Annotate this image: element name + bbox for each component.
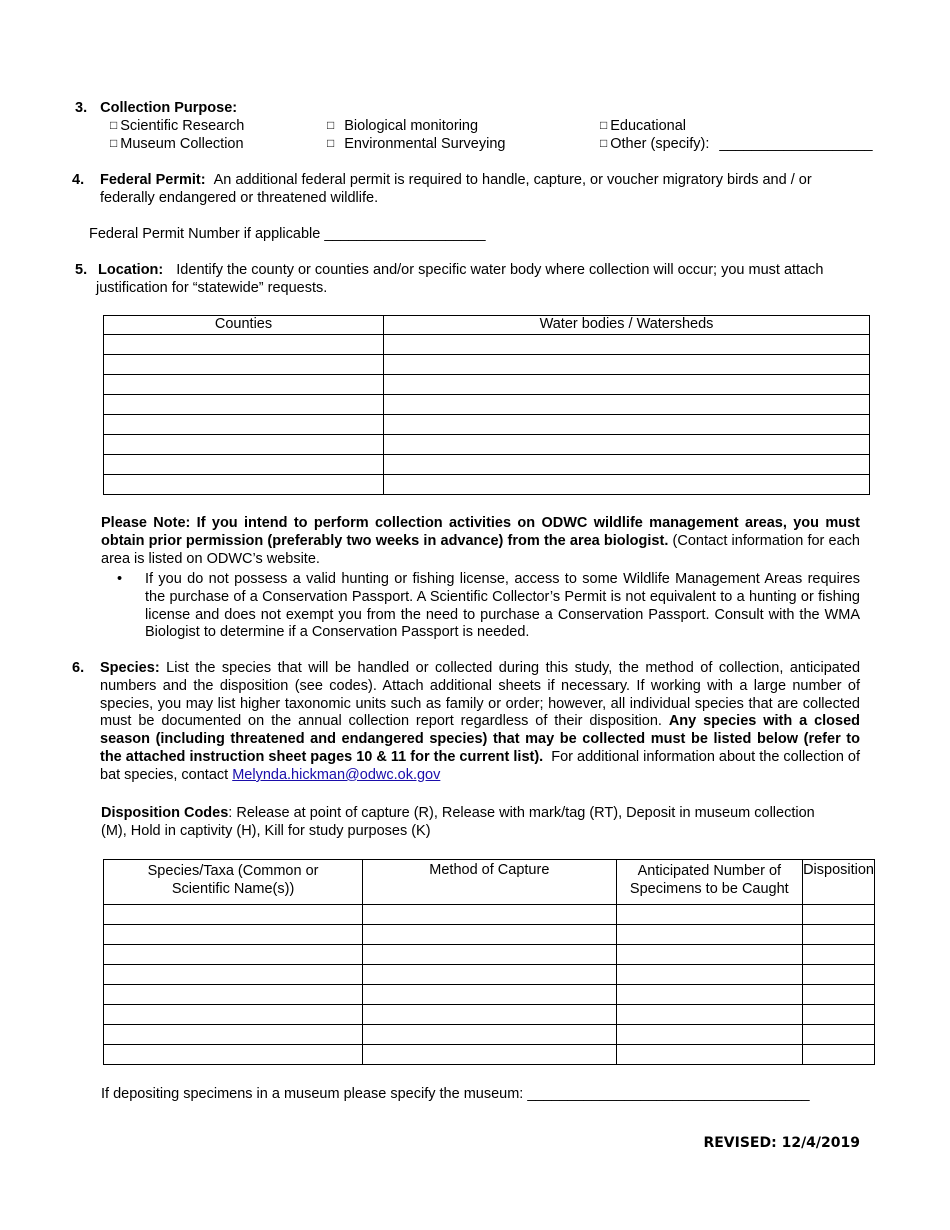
species-cell[interactable]: [803, 985, 875, 1005]
checkbox-biological-monitoring[interactable]: [327, 118, 478, 134]
checkbox-museum-collection[interactable]: [110, 136, 244, 152]
section-5-title: Location:: [98, 262, 164, 278]
location-cell[interactable]: [384, 395, 870, 415]
species-cell[interactable]: [363, 965, 616, 985]
location-cell[interactable]: [384, 435, 870, 455]
section-6-text: List the species that will be handled or collected during this study, the method of collection, anticipated numbers and the disposition (see codes). Attach additional sheets if necessary. If working with a large number of species, you may list higher taxonomic units such as family or order; however, all individual species that are collected must be documented on the annual collection report regardless of their disposition.: [100, 660, 861, 730]
species-cell[interactable]: [104, 1005, 363, 1025]
species-cell[interactable]: [803, 1045, 875, 1065]
section-3-heading: [75, 100, 237, 116]
checkbox-icon: □: [327, 136, 335, 150]
section-5: [75, 261, 845, 297]
checkbox-icon: □: [600, 118, 608, 132]
location-cell[interactable]: [384, 355, 870, 375]
species-cell[interactable]: [104, 925, 363, 945]
wma-note: [101, 515, 860, 568]
section-4-title: Federal Permit:: [100, 172, 206, 188]
location-cell[interactable]: [384, 455, 870, 475]
species-header-method: Method of Capture: [363, 860, 616, 905]
checkbox-icon: □: [110, 136, 118, 150]
location-cell[interactable]: [104, 375, 384, 395]
location-cell[interactable]: [384, 335, 870, 355]
species-cell[interactable]: [104, 1045, 363, 1065]
checkbox-educational[interactable]: [600, 118, 686, 134]
checkbox-label: Museum Collection: [120, 136, 244, 152]
other-specify-field[interactable]: ___________________: [719, 136, 873, 152]
species-header-disposition: Disposition: [803, 860, 875, 905]
species-cell[interactable]: [616, 1045, 803, 1065]
species-cell[interactable]: [803, 945, 875, 965]
species-table: [103, 859, 875, 1065]
species-cell[interactable]: [104, 985, 363, 1005]
species-cell[interactable]: [616, 965, 803, 985]
checkbox-icon: □: [110, 118, 118, 132]
species-cell[interactable]: [104, 1025, 363, 1045]
species-cell[interactable]: [363, 1005, 616, 1025]
location-cell[interactable]: [104, 435, 384, 455]
section-4-text: An additional federal permit is required to handle, capture, or voucher migratory birds and / or federally endangered or threatened wildlife.: [100, 172, 812, 206]
species-cell[interactable]: [363, 1045, 616, 1065]
species-cell[interactable]: [803, 965, 875, 985]
contact-email-link[interactable]: Melynda.hickman@odwc.ok.gov: [232, 766, 441, 783]
disposition-codes-text: : Release at point of capture (R), Release with mark/tag (RT), Deposit in museum collection (M), Hold in captivity (H), Kill for study purposes (K): [101, 805, 815, 839]
species-cell[interactable]: [616, 945, 803, 965]
location-cell[interactable]: [104, 395, 384, 415]
section-6-text-bold: Any species with a closed season (including threatened and endangered species) that may be collected must be listed below (refer to the attached instruction sheet pages 10 & 11 for the current list).: [100, 713, 861, 765]
section-5-text: Identify the county or counties and/or specific water body where collection will occur; you must attach justification for “statewide” requests.: [96, 262, 824, 296]
museum-line: [101, 1086, 810, 1102]
wma-note-rest: (Contact information for each area is listed on ODWC’s website.: [101, 532, 860, 567]
species-cell[interactable]: [803, 905, 875, 925]
checkbox-other[interactable]: [600, 136, 873, 152]
checkbox-scientific-research[interactable]: [110, 118, 244, 134]
section-6: [72, 660, 860, 785]
location-cell[interactable]: [384, 375, 870, 395]
species-cell[interactable]: [616, 985, 803, 1005]
section-6-number: 6.: [72, 660, 85, 676]
species-cell[interactable]: [803, 1005, 875, 1025]
location-cell[interactable]: [104, 415, 384, 435]
wma-bullet-list: [101, 571, 860, 642]
location-cell[interactable]: [104, 455, 384, 475]
revised-date: REVISED: 12/4/2019: [703, 1135, 860, 1151]
location-cell[interactable]: [104, 475, 384, 495]
federal-permit-field[interactable]: ____________________: [324, 226, 486, 242]
species-header-taxa: Species/Taxa (Common or Scientific Name(s)): [104, 860, 363, 905]
species-cell[interactable]: [104, 965, 363, 985]
species-cell[interactable]: [363, 985, 616, 1005]
checkbox-icon: □: [600, 136, 608, 150]
location-header-water-bodies: Water bodies / Watersheds: [384, 316, 870, 335]
disposition-codes-label: Disposition Codes: [101, 805, 229, 821]
location-header-counties: Counties: [104, 316, 384, 335]
disposition-codes: [101, 804, 821, 840]
checkbox-icon: □: [327, 118, 335, 132]
checkbox-label: Educational: [610, 118, 687, 134]
section-4: [72, 171, 862, 207]
species-cell[interactable]: [363, 925, 616, 945]
species-cell[interactable]: [104, 905, 363, 925]
location-cell[interactable]: [384, 415, 870, 435]
federal-permit-line: [89, 226, 486, 242]
species-cell[interactable]: [363, 905, 616, 925]
checkbox-label: Environmental Surveying: [344, 136, 506, 152]
checkbox-label: Other (specify):: [610, 136, 710, 152]
section-6-title: Species:: [100, 660, 160, 676]
section-5-number: 5.: [75, 262, 88, 278]
section-6-text-tail: For additional information about the collection of bat species, contact: [100, 748, 861, 783]
museum-field[interactable]: ___________________________________: [527, 1086, 810, 1102]
species-cell[interactable]: [616, 1025, 803, 1045]
species-cell[interactable]: [616, 925, 803, 945]
species-cell[interactable]: [803, 925, 875, 945]
species-cell[interactable]: [803, 1025, 875, 1045]
species-cell[interactable]: [104, 945, 363, 965]
checkbox-environmental-surveying[interactable]: [327, 136, 505, 152]
species-cell[interactable]: [363, 1025, 616, 1045]
federal-permit-label: Federal Permit Number if applicable: [89, 226, 321, 242]
species-cell[interactable]: [616, 905, 803, 925]
wma-note-bold: Please Note: If you intend to perform collection activities on ODWC wildlife management areas, you must obtain prior permission (preferably two weeks in advance) from the area biologist.: [101, 515, 860, 549]
species-cell[interactable]: [616, 1005, 803, 1025]
location-cell[interactable]: [104, 355, 384, 375]
wma-bullet-item: • If you do not possess a valid hunting or fishing license, access to some Wildlife Management Areas requires the purchase of a Conservation Passport. A Scientific Collector’s Permit is not equivalent to a hunting or fishing license and does not exempt you from the need to purchase a Conservation Passport. Consult with the WMA Biologist to determine if a Conservation Passport is needed.: [101, 571, 860, 642]
species-header-number: Anticipated Number of Specimens to be Caught: [616, 860, 803, 905]
species-cell[interactable]: [363, 945, 616, 965]
section-3-title: Collection Purpose:: [100, 100, 238, 116]
section-3-number: 3.: [75, 100, 88, 116]
checkbox-label: Scientific Research: [120, 118, 245, 134]
location-table: [103, 315, 870, 495]
checkbox-label: Biological monitoring: [344, 118, 479, 134]
location-cell[interactable]: [104, 335, 384, 355]
museum-label: If depositing specimens in a museum please specify the museum:: [101, 1086, 524, 1102]
location-cell[interactable]: [384, 475, 870, 495]
section-4-number: 4.: [72, 172, 85, 188]
